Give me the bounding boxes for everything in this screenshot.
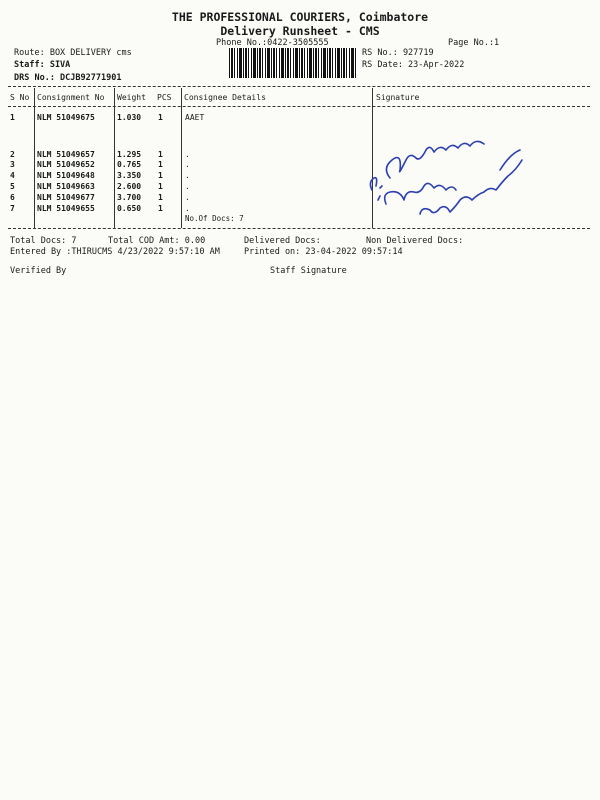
printed-on: Printed on: 23-04-2022 09:57:14 (244, 247, 403, 257)
row-sno: 3 (10, 160, 15, 169)
col-header-consignment: Consignment No (37, 93, 105, 102)
row-consignee: . (185, 182, 190, 191)
col-divider (34, 88, 35, 228)
handwritten-signature (360, 130, 550, 230)
row-consignment: NLM 51049677 (37, 193, 95, 202)
delivered-docs: Delivered Docs: (244, 236, 321, 246)
staff-name: Staff: SIVA (14, 60, 71, 70)
route: Route: BOX DELIVERY cms (14, 48, 132, 58)
staff-signature: Staff Signature (270, 266, 347, 276)
row-sno: 7 (10, 204, 15, 213)
row-consignment: NLM 51049675 (37, 113, 95, 122)
row-sno: 5 (10, 182, 15, 191)
row-weight: 2.600 (117, 182, 142, 191)
row-weight: 3.700 (117, 193, 142, 202)
row-pcs: 1 (158, 113, 163, 122)
phone-number: Phone No.:0422-3505555 (216, 38, 329, 48)
row-consignment: NLM 51049648 (37, 171, 95, 180)
col-divider (114, 88, 115, 228)
col-divider (181, 88, 182, 228)
row-consignee: . (185, 150, 190, 159)
row-weight: 1.295 (117, 150, 142, 159)
rs-date: RS Date: 23-Apr-2022 (362, 60, 465, 70)
row-sno: 4 (10, 171, 15, 180)
total-docs: Total Docs: 7 (10, 236, 77, 246)
row-weight: 3.350 (117, 171, 142, 180)
table-top-rule (8, 86, 590, 87)
page-number: Page No.:1 (448, 38, 500, 48)
row-consignment: NLM 51049652 (37, 160, 95, 169)
company-name: THE PROFESSIONAL COURIERS, Coimbatore (171, 10, 429, 24)
row-pcs: 1 (158, 150, 163, 159)
row-sno: 2 (10, 150, 15, 159)
verified-by: Verified By (10, 266, 67, 276)
row-sno: 1 (10, 113, 15, 122)
row-consignee: . (185, 193, 190, 202)
col-header-sno: S No (10, 93, 30, 102)
row-weight: 0.765 (117, 160, 142, 169)
col-header-consignee: Consignee Details (184, 93, 266, 102)
row-consignee: . (185, 204, 190, 213)
row-consignment: NLM 51049655 (37, 204, 95, 213)
row-pcs: 1 (158, 193, 163, 202)
rs-number: RS No.: 927719 (362, 48, 434, 58)
row-pcs: 1 (158, 182, 163, 191)
no-of-docs: No.Of Docs: 7 (185, 214, 244, 223)
row-pcs: 1 (158, 204, 163, 213)
col-header-signature: Signature (376, 93, 420, 102)
row-weight: 1.030 (117, 113, 142, 122)
row-weight: 0.650 (117, 204, 142, 213)
document-title: Delivery Runsheet - CMS (220, 24, 380, 38)
drs-number: DRS No.: DCJB92771901 (14, 73, 122, 83)
row-consignment: NLM 51049657 (37, 150, 95, 159)
row-pcs: 1 (158, 160, 163, 169)
total-cod: Total COD Amt: 0.00 (108, 236, 206, 246)
row-consignee: . (185, 171, 190, 180)
col-header-weight: Weight (117, 93, 146, 102)
col-header-pcs: PCS (157, 93, 172, 102)
table-header-rule (8, 106, 590, 107)
row-pcs: 1 (158, 171, 163, 180)
entered-by: Entered By :THIRUCMS 4/23/2022 9:57:10 AM (10, 247, 220, 257)
row-consignee: . (185, 160, 190, 169)
row-consignment: NLM 51049663 (37, 182, 95, 191)
row-consignee: AAET (185, 113, 205, 122)
barcode (229, 48, 357, 78)
non-delivered-docs: Non Delivered Docs: (366, 236, 464, 246)
row-sno: 6 (10, 193, 15, 202)
